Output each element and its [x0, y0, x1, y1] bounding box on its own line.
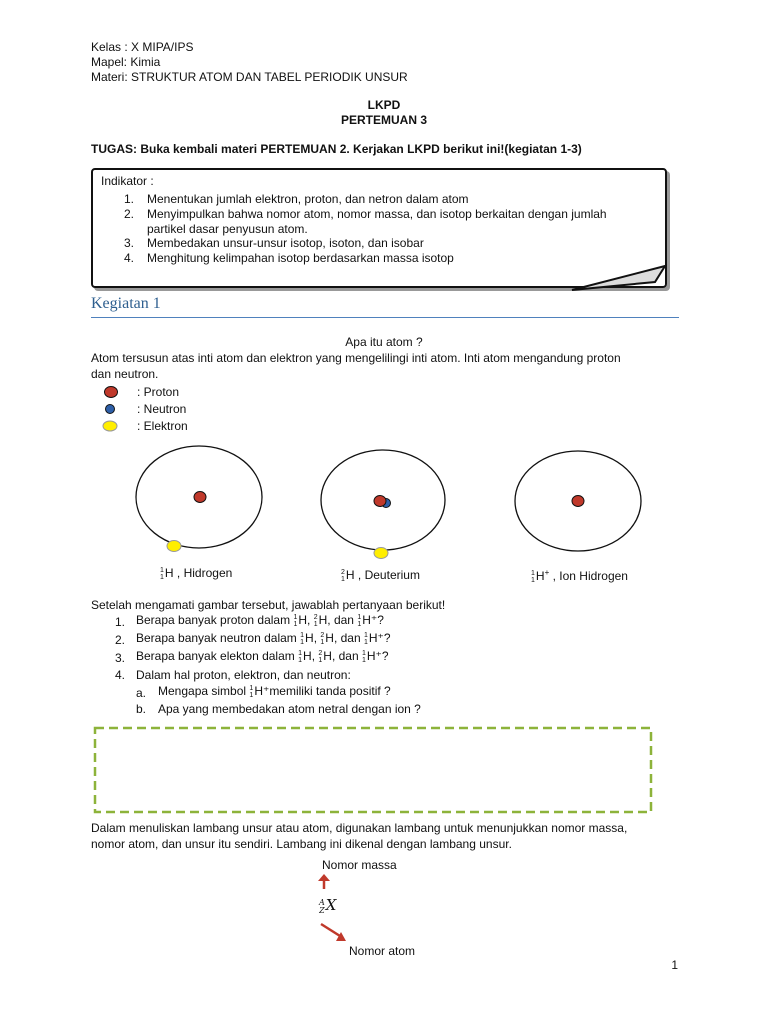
- deuterium-atom: [321, 450, 445, 559]
- hydrogen-atom: [136, 446, 262, 552]
- legend-label-neutron: : Neutron: [137, 402, 187, 416]
- section-title: Kegiatan 1: [91, 295, 161, 312]
- section-subtitle: Apa itu atom ?: [345, 335, 423, 349]
- arrow-up-icon: [318, 874, 330, 889]
- arrow-down-right-icon: [321, 924, 346, 941]
- nomor-massa-label: Nomor massa: [322, 858, 397, 872]
- indikator-item: Menentukan jumlah elektron, proton, dan netron dalam atom: [147, 192, 469, 206]
- proton-icon: [105, 387, 118, 398]
- atom-label-ion-hidrogen: 1 1 H+ , Ion Hidrogen: [531, 568, 628, 584]
- indikator-item: Menghitung kelimpahan isotop berdasarkan massa isotop: [147, 251, 454, 265]
- page-number: 1: [671, 958, 678, 972]
- question-num: 3.: [115, 651, 126, 665]
- indikator-heading: Indikator :: [101, 174, 154, 188]
- intro-text: dan neutron.: [91, 367, 159, 381]
- electron-icon: [374, 548, 388, 559]
- question-num: 4.: [115, 668, 126, 682]
- question-num: 1.: [115, 615, 126, 629]
- element-symbol: A Z X: [319, 896, 337, 915]
- indikator-num: 3.: [124, 236, 135, 250]
- hydrogen-ion-atom: [515, 451, 641, 551]
- title-pertemuan: PERTEMUAN 3: [340, 113, 427, 127]
- mapel-text: Mapel: Kimia: [91, 55, 161, 69]
- sub-question-letter: b.: [136, 702, 147, 716]
- lambang-text: nomor atom, dan unsur itu sendiri. Lambang ini dikenal dengan lambang unsur.: [91, 837, 512, 851]
- electron-icon: [103, 421, 117, 431]
- atom-diagrams: [0, 440, 768, 565]
- title-lkpd: LKPD: [367, 98, 401, 112]
- indikator-item-cont: partikel dasar penyusun atom.: [147, 222, 308, 236]
- proton-icon: [374, 496, 386, 507]
- legend-icons: [100, 384, 124, 436]
- kelas-text: Kelas : X MIPA/IPS: [91, 40, 194, 54]
- section-divider: [91, 317, 679, 318]
- nomor-atom-label: Nomor atom: [349, 944, 416, 958]
- atom-label-hidrogen: 1 1 H , Hidrogen: [160, 566, 233, 581]
- proton-icon: [572, 496, 584, 507]
- answer-box[interactable]: [93, 726, 655, 814]
- sub-question-letter: a.: [136, 686, 147, 700]
- question-text: Dalam hal proton, elektron, dan neutron:: [136, 668, 351, 682]
- legend-label-elektron: : Elektron: [137, 419, 188, 433]
- indikator-item: Membedakan unsur-unsur isotop, isoton, dan isobar: [147, 236, 424, 250]
- sub-question-text: Mengapa simbol 1 1 H⁺memiliki tanda positif ?: [158, 684, 391, 699]
- page-curl-icon: [560, 262, 670, 294]
- intro-text: Atom tersusun atas inti atom dan elektron yang mengelilingi inti atom. Inti atom mengandung proton: [91, 351, 621, 365]
- indikator-num: 1.: [124, 192, 135, 206]
- legend-label-proton: : Proton: [137, 385, 180, 399]
- sub-question-text: Apa yang membedakan atom netral dengan ion ?: [158, 702, 421, 716]
- question-text: Berapa banyak neutron dalam 1 1 H, 2 1 H, dan 1 1 H⁺?: [136, 631, 391, 646]
- tugas-text: TUGAS: Buka kembali materi PERTEMUAN 2. Kerjakan LKPD berikut ini!(kegiatan 1-3): [91, 142, 582, 156]
- materi-text: Materi: STRUKTUR ATOM DAN TABEL PERIODIK UNSUR: [91, 70, 408, 84]
- question-intro: Setelah mengamati gambar tersebut, jawablah pertanyaan berikut!: [91, 598, 446, 612]
- neutron-icon: [106, 405, 115, 414]
- atom-label-deuterium: 2 1 H , Deuterium: [341, 568, 420, 583]
- indikator-num: 4.: [124, 251, 135, 265]
- proton-icon: [194, 492, 206, 503]
- indikator-item: Menyimpulkan bahwa nomor atom, nomor massa, dan isotop berkaitan dengan jumlah: [147, 207, 607, 221]
- question-text: Berapa banyak proton dalam 1 1 H, 2 1 H, dan 1 1 H⁺?: [136, 613, 384, 628]
- question-text: Berapa banyak elekton dalam 1 1 H, 2 1 H, dan 1 1 H⁺?: [136, 649, 389, 664]
- electron-icon: [167, 541, 181, 552]
- indikator-num: 2.: [124, 207, 135, 221]
- question-num: 2.: [115, 633, 126, 647]
- lambang-text: Dalam menuliskan lambang unsur atau atom, digunakan lambang untuk menunjukkan nomor massa,: [91, 821, 628, 835]
